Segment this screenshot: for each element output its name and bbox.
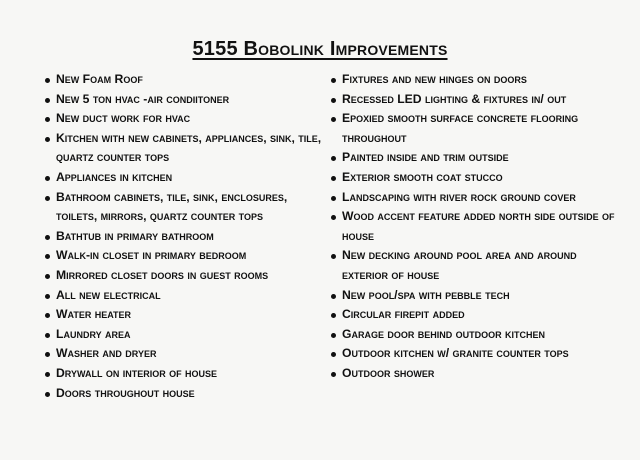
list-item-text: Walk-in closet in primary bedroom (56, 248, 247, 263)
list-item-text: Circular firepit added (342, 307, 465, 322)
list-item-text: Outdoor shower (342, 365, 435, 380)
list-item-text: Water heater (56, 307, 132, 322)
list-item-text: New pool/spa with pebble tech (342, 287, 510, 302)
list-item-text: Bathtub in primary bathroom (56, 228, 214, 243)
list-item (44, 168, 324, 188)
list-item-text: Bathroom cabinets, tile, sink, enclosures, toilets, mirrors, quartz counter tops (56, 189, 288, 224)
list-item-text: Recessed LED lighting & fixtures in/ out (342, 91, 567, 106)
list-item (330, 109, 620, 148)
list-item (330, 305, 620, 325)
list-item-text: Epoxied smooth surface concrete flooring throughout (342, 111, 579, 145)
list-item-text: Outdoor kitchen w/ granite counter tops (342, 346, 569, 361)
list-item (330, 286, 620, 306)
list-item (44, 305, 324, 325)
list-item (330, 207, 620, 246)
list-item (44, 90, 324, 110)
list-item (44, 70, 324, 90)
list-item (44, 325, 324, 345)
left-list (44, 70, 324, 403)
list-item-text: Appliances in kitchen (56, 169, 173, 184)
list-item (44, 344, 324, 364)
list-item (330, 168, 620, 188)
list-item-text: Mirrored closet doors in guest rooms (56, 267, 269, 282)
list-item (330, 364, 620, 384)
list-item (44, 188, 324, 227)
list-item-text: Laundry area (56, 326, 131, 341)
list-item-text: New 5 ton hvac -air condiitoner (56, 91, 230, 106)
list-item-text: Fixtures and new hinges on doors (342, 72, 527, 86)
list-item-text: Doors throughout house (56, 385, 195, 400)
page-title-text: 5155 Bobolink Improvements (192, 38, 448, 60)
list-item (44, 286, 324, 306)
list-item-text: New decking around pool area and around exterior of house (342, 248, 577, 282)
list-item (44, 129, 324, 168)
list-item (330, 188, 620, 208)
list-item-text: Drywall on interior of house (56, 365, 218, 380)
list-item-text: Exterior smooth coat stucco (342, 169, 503, 184)
list-item-text: New duct work for hvac (56, 111, 191, 126)
list-item (44, 109, 324, 129)
list-item (330, 70, 620, 90)
right-list (330, 70, 620, 384)
list-item-text: Kitchen with new cabinets, appliances, sink, tile, quartz counter tops (56, 130, 322, 165)
list-item (44, 246, 324, 266)
list-item (330, 325, 620, 345)
list-item-text: Wood accent feature added north side outside of house (342, 209, 615, 243)
list-item (44, 364, 324, 384)
list-item-text: Garage door behind outdoor kitchen (342, 326, 546, 341)
list-item (44, 384, 324, 404)
list-item (330, 148, 620, 168)
list-item-text: All new electrical (56, 287, 161, 302)
list-item (330, 344, 620, 364)
list-item (330, 246, 620, 285)
list-item-text: Washer and dryer (56, 346, 157, 361)
list-item-text: Landscaping with river rock ground cover (342, 189, 576, 204)
list-item (330, 90, 620, 110)
list-item-text: Painted inside and trim outside (342, 150, 509, 165)
list-item (44, 266, 324, 286)
list-item-text: New Foam Roof (56, 72, 143, 86)
page-title (0, 38, 640, 61)
list-item (44, 227, 324, 247)
